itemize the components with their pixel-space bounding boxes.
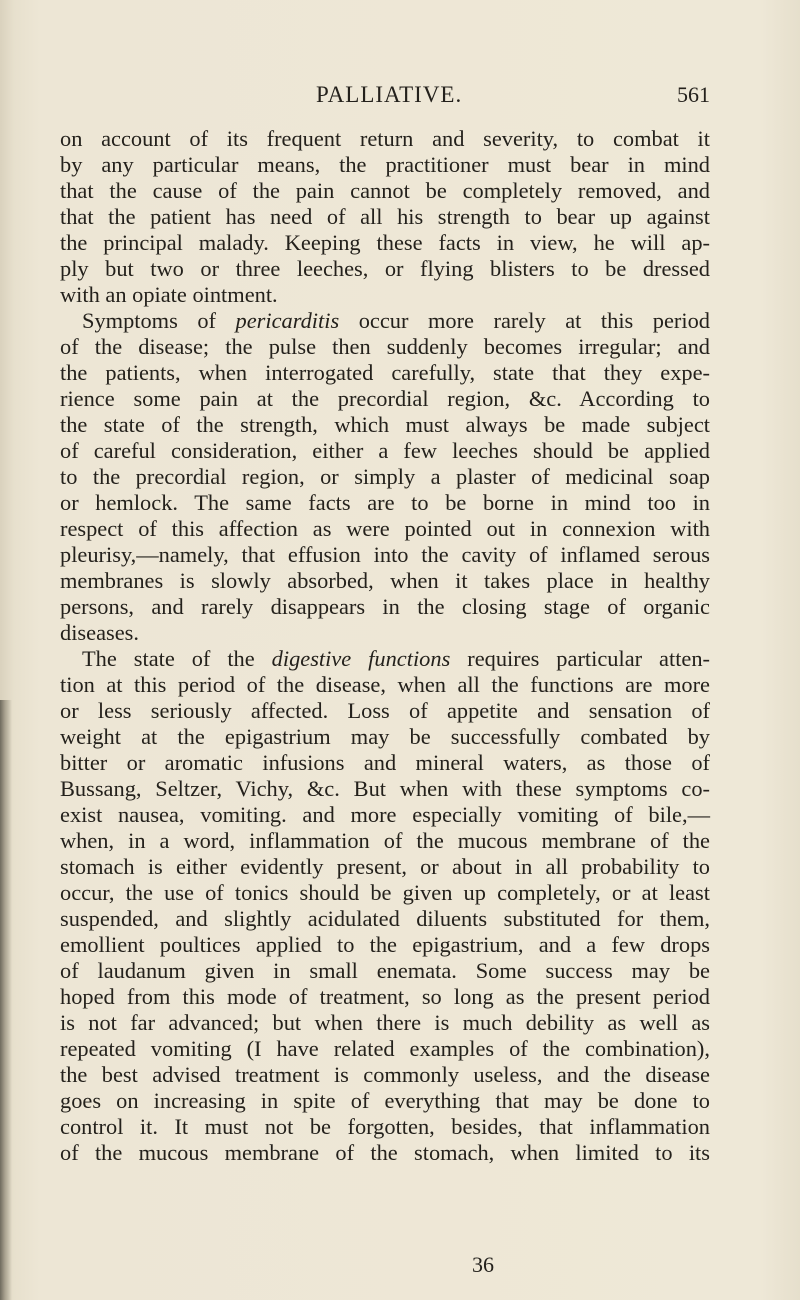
text-line: respect of this affection as were pointed out in connexion with [60,516,710,541]
text-line: with an opiate ointment. [60,282,278,307]
text-line: exist nausea, vomiting. and more especially vomiting of bile,— [60,802,710,827]
text-line: is not far advanced; but when there is much debility as well as [60,1010,710,1035]
text-line: pleurisy,—namely, that effusion into the cavity of inflamed serous [60,542,710,567]
text-line: goes on increasing in spite of everything that may be done to [60,1088,710,1113]
binding-shadow [0,700,12,1300]
text-line: by any particular means, the practitioner must bear in mind [60,152,710,177]
text-line: weight at the epigastrium may be successfully combated by [60,724,710,749]
text-line: repeated vomiting (I have related examples of the combination), [60,1036,710,1061]
text-line: of careful consideration, either a few leeches should be applied [60,438,710,463]
text-line: when, in a word, inflammation of the mucous membrane of the [60,828,710,853]
text-line: or less seriously affected. Loss of appetite and sensation of [60,698,710,723]
text-line: suspended, and slightly acidulated diluents substituted for them, [60,906,710,931]
text-line: on account of its frequent return and severity, to combat it [60,126,710,151]
text-line: the state of the strength, which must always be made subject [60,412,710,437]
text-fragment: occur more rarely at this period [339,308,710,333]
text-line: tion at this period of the disease, when all the functions are more [60,672,710,697]
text-line: or hemlock. The same facts are to be borne in mind too in [60,490,710,515]
text-line: persons, and rarely disappears in the closing stage of organic [60,594,710,619]
text-fragment: requires particular atten- [450,646,711,671]
text-line: bitter or aromatic infusions and mineral waters, as those of [60,750,710,775]
text-line: occur, the use of tonics should be given up completely, or at least [60,880,710,905]
text-line-with-italic [60,646,710,672]
text-line: of laudanum given in small enemata. Some success may be [60,958,710,983]
text-line: emollient poultices applied to the epigastrium, and a few drops [60,932,710,957]
text-fragment: Symptoms of [82,308,236,333]
text-line: the patients, when interrogated carefully, state that they expe- [60,360,710,385]
body-text [60,126,710,1166]
text-line: diseases. [60,620,139,645]
text-line-with-italic [60,308,710,334]
text-line: the best advised treatment is commonly useless, and the disease [60,1062,710,1087]
text-line: ply but two or three leeches, or flying blisters to be dressed [60,256,710,281]
running-title: PALLIATIVE. [316,82,463,107]
italic-term-pericarditis: pericarditis [235,308,340,333]
page-header [60,82,710,108]
text-fragment: The state of the [82,646,272,671]
text-line: of the disease; the pulse then suddenly becomes irregular; and [60,334,710,359]
text-line: hoped from this mode of treatment, so long as the present period [60,984,710,1009]
page-number: 561 [677,82,710,107]
text-line: rience some pain at the precordial region, &c. According to [60,386,710,411]
text-line: membranes is slowly absorbed, when it takes place in healthy [60,568,710,593]
text-line: that the patient has need of all his strength to bear up against [60,204,710,229]
text-line: that the cause of the pain cannot be completely removed, and [60,178,710,203]
text-line: stomach is either evidently present, or about in all probability to [60,854,710,879]
signature-mark: 36 [472,1252,494,1277]
text-line: the principal malady. Keeping these facts in view, he will ap- [60,230,710,255]
italic-term-digestive-functions: digestive functions [271,646,451,671]
text-line: to the precordial region, or simply a plaster of medicinal soap [60,464,710,489]
text-line: of the mucous membrane of the stomach, when limited to its [60,1140,710,1165]
text-line: Bussang, Seltzer, Vichy, &c. But when with these symptoms co- [60,776,710,801]
text-line: control it. It must not be forgotten, besides, that inflammation [60,1114,710,1139]
